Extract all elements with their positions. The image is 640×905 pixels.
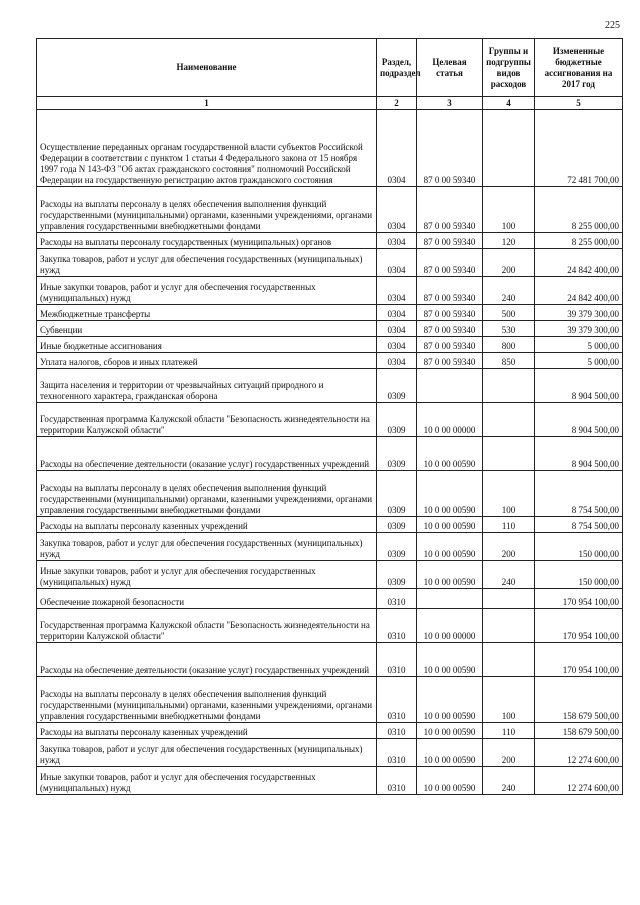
table-row	[37, 517, 623, 533]
row-amount: 170 954 100,00	[535, 643, 623, 677]
row-amount: 8 754 500,00	[535, 471, 623, 517]
table-row	[37, 677, 623, 723]
row-section-code: 0304	[377, 187, 417, 233]
row-expense-group: 200	[483, 533, 535, 561]
row-amount: 24 842 400,00	[535, 249, 623, 277]
row-section-code: 0310	[377, 643, 417, 677]
column-header-name: Наименование	[37, 39, 377, 97]
row-section-code: 0309	[377, 561, 417, 589]
row-name: Расходы на обеспечение деятельности (оказание услуг) государственных учреждений	[37, 643, 377, 677]
table-row	[37, 110, 623, 187]
table-row	[37, 767, 623, 795]
row-amount: 8 754 500,00	[535, 517, 623, 533]
table-row	[37, 249, 623, 277]
row-name: Закупка товаров, работ и услуг для обеспечения государственных (муниципальных) нужд	[37, 739, 377, 767]
row-target-article: 87 0 00 59340	[417, 249, 483, 277]
row-name: Субвенции	[37, 321, 377, 337]
row-amount: 39 379 300,00	[535, 305, 623, 321]
row-name: Расходы на выплаты персоналу в целях обеспечения выполнения функций государственными (муниципальными) органами, казенными учреждениями, органами управления государственными внебюджетными фондами	[37, 471, 377, 517]
row-target-article: 10 0 00 00590	[417, 739, 483, 767]
row-expense-group: 110	[483, 517, 535, 533]
row-amount: 8 904 500,00	[535, 437, 623, 471]
row-expense-group	[483, 369, 535, 403]
row-target-article: 87 0 00 59340	[417, 305, 483, 321]
row-target-article: 10 0 00 00590	[417, 561, 483, 589]
row-expense-group: 850	[483, 353, 535, 369]
table-row	[37, 403, 623, 437]
row-target-article: 10 0 00 00000	[417, 403, 483, 437]
table-row	[37, 337, 623, 353]
row-section-code: 0310	[377, 723, 417, 739]
row-section-code: 0309	[377, 471, 417, 517]
table-row	[37, 533, 623, 561]
row-target-article: 10 0 00 00000	[417, 609, 483, 643]
row-target-article: 87 0 00 59340	[417, 233, 483, 249]
row-name: Государственная программа Калужской области "Безопасность жизнедеятельности на территории Калужской области"	[37, 403, 377, 437]
row-section-code: 0310	[377, 767, 417, 795]
column-header-section: Раздел, подраздел	[377, 39, 417, 97]
column-number-row	[37, 97, 623, 110]
table-row	[37, 305, 623, 321]
row-amount: 8 904 500,00	[535, 403, 623, 437]
row-expense-group: 100	[483, 187, 535, 233]
column-number: 2	[377, 97, 417, 110]
column-number: 4	[483, 97, 535, 110]
row-expense-group	[483, 403, 535, 437]
row-section-code: 0310	[377, 589, 417, 609]
row-name: Уплата налогов, сборов и иных платежей	[37, 353, 377, 369]
row-expense-group: 530	[483, 321, 535, 337]
row-expense-group: 120	[483, 233, 535, 249]
row-amount: 150 000,00	[535, 561, 623, 589]
table-row	[37, 723, 623, 739]
row-section-code: 0304	[377, 321, 417, 337]
row-amount: 39 379 300,00	[535, 321, 623, 337]
table-row	[37, 609, 623, 643]
row-name: Иные закупки товаров, работ и услуг для обеспечения государственных (муниципальных) нужд	[37, 767, 377, 795]
table-row	[37, 277, 623, 305]
row-amount: 8 255 000,00	[535, 187, 623, 233]
column-header-groups: Группы и подгруппы видов расходов	[483, 39, 535, 97]
row-target-article	[417, 589, 483, 609]
row-amount: 5 000,00	[535, 353, 623, 369]
row-name: Иные бюджетные ассигнования	[37, 337, 377, 353]
table-row	[37, 739, 623, 767]
row-target-article	[417, 369, 483, 403]
row-target-article: 10 0 00 00590	[417, 517, 483, 533]
table-row	[37, 321, 623, 337]
row-expense-group: 200	[483, 739, 535, 767]
table-row	[37, 471, 623, 517]
row-section-code: 0309	[377, 369, 417, 403]
row-name: Расходы на выплаты персоналу казенных учреждений	[37, 517, 377, 533]
row-section-code: 0309	[377, 437, 417, 471]
row-section-code: 0304	[377, 249, 417, 277]
page-number: 225	[605, 20, 620, 31]
row-name: Расходы на обеспечение деятельности (оказание услуг) государственных учреждений	[37, 437, 377, 471]
row-section-code: 0310	[377, 739, 417, 767]
row-amount: 158 679 500,00	[535, 723, 623, 739]
row-expense-group: 200	[483, 249, 535, 277]
header-row	[37, 39, 623, 97]
row-section-code: 0309	[377, 533, 417, 561]
row-expense-group	[483, 643, 535, 677]
table-row	[37, 353, 623, 369]
row-target-article: 87 0 00 59340	[417, 187, 483, 233]
row-expense-group	[483, 110, 535, 187]
row-name: Закупка товаров, работ и услуг для обеспечения государственных (муниципальных) нужд	[37, 249, 377, 277]
row-expense-group: 110	[483, 723, 535, 739]
row-expense-group	[483, 437, 535, 471]
row-expense-group: 240	[483, 767, 535, 795]
row-expense-group: 500	[483, 305, 535, 321]
row-expense-group	[483, 589, 535, 609]
row-section-code: 0310	[377, 677, 417, 723]
table-row	[37, 233, 623, 249]
row-section-code: 0304	[377, 337, 417, 353]
row-name: Закупка товаров, работ и услуг для обеспечения государственных (муниципальных) нужд	[37, 533, 377, 561]
budget-table	[36, 38, 623, 795]
row-target-article: 87 0 00 59340	[417, 321, 483, 337]
row-section-code: 0304	[377, 305, 417, 321]
row-amount: 8 255 000,00	[535, 233, 623, 249]
column-number: 1	[37, 97, 377, 110]
table-row	[37, 437, 623, 471]
row-target-article: 10 0 00 00590	[417, 471, 483, 517]
row-name: Иные закупки товаров, работ и услуг для обеспечения государственных (муниципальных) нужд	[37, 277, 377, 305]
row-expense-group: 240	[483, 561, 535, 589]
column-header-target: Целевая статья	[417, 39, 483, 97]
table-row	[37, 589, 623, 609]
row-target-article: 10 0 00 00590	[417, 677, 483, 723]
row-name: Расходы на выплаты персоналу в целях обеспечения выполнения функций государственными (муниципальными) органами, казенными учреждениями, органами управления государственными внебюджетными фондами	[37, 677, 377, 723]
row-target-article: 87 0 00 59340	[417, 110, 483, 187]
row-target-article: 87 0 00 59340	[417, 337, 483, 353]
row-name: Государственная программа Калужской области "Безопасность жизнедеятельности на территории Калужской области"	[37, 609, 377, 643]
row-name: Расходы на выплаты персоналу государственных (муниципальных) органов	[37, 233, 377, 249]
row-amount: 5 000,00	[535, 337, 623, 353]
table-row	[37, 643, 623, 677]
row-section-code: 0304	[377, 110, 417, 187]
row-name: Иные закупки товаров, работ и услуг для обеспечения государственных (муниципальных) нужд	[37, 561, 377, 589]
row-target-article: 10 0 00 00590	[417, 437, 483, 471]
row-name: Межбюджетные трансферты	[37, 305, 377, 321]
row-section-code: 0304	[377, 233, 417, 249]
row-amount: 24 842 400,00	[535, 277, 623, 305]
row-target-article: 10 0 00 00590	[417, 533, 483, 561]
row-section-code: 0309	[377, 517, 417, 533]
row-expense-group: 100	[483, 471, 535, 517]
row-name: Защита населения и территории от чрезвычайных ситуаций природного и техногенного характера, гражданская оборона	[37, 369, 377, 403]
column-number: 5	[535, 97, 623, 110]
table-row	[37, 187, 623, 233]
table-row	[37, 561, 623, 589]
row-amount: 170 954 100,00	[535, 609, 623, 643]
row-expense-group: 240	[483, 277, 535, 305]
row-target-article: 10 0 00 00590	[417, 767, 483, 795]
row-target-article: 10 0 00 00590	[417, 723, 483, 739]
row-target-article: 87 0 00 59340	[417, 277, 483, 305]
row-amount: 158 679 500,00	[535, 677, 623, 723]
row-target-article: 10 0 00 00590	[417, 643, 483, 677]
table-body	[37, 110, 623, 795]
row-amount: 72 481 700,00	[535, 110, 623, 187]
row-amount: 150 000,00	[535, 533, 623, 561]
row-section-code: 0304	[377, 353, 417, 369]
column-header-amount: Измененные бюджетные ассигнования на 2017 год	[535, 39, 623, 97]
row-name: Обеспечение пожарной безопасности	[37, 589, 377, 609]
row-target-article: 87 0 00 59340	[417, 353, 483, 369]
row-amount: 170 954 100,00	[535, 589, 623, 609]
table-row	[37, 369, 623, 403]
row-section-code: 0304	[377, 277, 417, 305]
row-expense-group: 800	[483, 337, 535, 353]
row-amount: 8 904 500,00	[535, 369, 623, 403]
row-expense-group	[483, 609, 535, 643]
row-section-code: 0310	[377, 609, 417, 643]
row-name: Расходы на выплаты персоналу казенных учреждений	[37, 723, 377, 739]
row-amount: 12 274 600,00	[535, 739, 623, 767]
row-section-code: 0309	[377, 403, 417, 437]
row-name: Осуществление переданных органам государственной власти субъектов Российской Федерации в соответствии с пунктом 1 статьи 4 Федерального закона от 15 ноября 1997 года N 143-ФЗ "Об актах гражданского состояния" полномочий Российской Федерации на государственную регистрацию актов гражданского состояния	[37, 110, 377, 187]
row-name: Расходы на выплаты персоналу в целях обеспечения выполнения функций государственными (муниципальными) органами, казенными учреждениями, органами управления государственными внебюджетными фондами	[37, 187, 377, 233]
row-expense-group: 100	[483, 677, 535, 723]
row-amount: 12 274 600,00	[535, 767, 623, 795]
column-number: 3	[417, 97, 483, 110]
